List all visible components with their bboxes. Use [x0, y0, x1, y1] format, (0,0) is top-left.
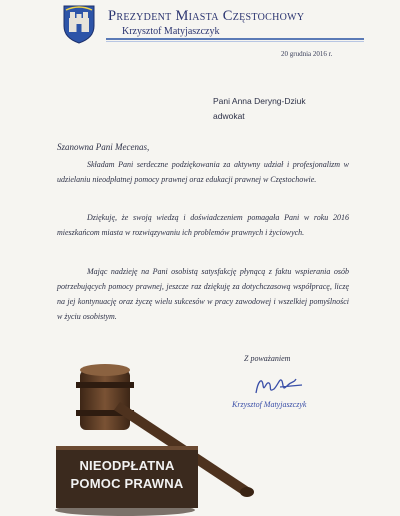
- paragraph-2: Dziękuję, że swoją wiedzą i doświadczeniem pomagała Pani w roku 2016 mieszkańcom miasta w rozwiązywaniu ich problemów prawnych i życiowych.: [57, 213, 349, 237]
- header-divider: [106, 38, 364, 40]
- letter-date: 20 grudnia 2016 r.: [281, 50, 333, 58]
- city-crest-icon: [62, 4, 96, 44]
- logo-line-1: NIEODPŁATNA: [79, 458, 175, 473]
- recipient-name: Pani Anna Deryng-Dziuk: [213, 96, 306, 106]
- recipient-role: adwokat: [213, 111, 245, 121]
- header-subtitle: Krzysztof Matyjaszczyk: [122, 26, 220, 37]
- paragraph-1: Składam Pani serdeczne podziękowania za aktywny udział i profesjonalizm w udzielaniu nieodpłatnej pomocy prawnej oraz edukacji prawnej w Częstochowie.: [57, 160, 349, 184]
- logo-line-2: POMOC PRAWNA: [70, 476, 184, 491]
- closing: Z poważaniem: [244, 354, 291, 363]
- signer-name: Krzysztof Matyjaszczyk: [232, 400, 307, 409]
- salutation: Szanowna Pani Mecenas,: [57, 142, 150, 152]
- header-divider-thin: [106, 41, 364, 42]
- paragraph-3: Mając nadzieję na Pani osobistą satysfakcję płynącą z faktu wspierania osób potrzebujących pomocy prawnej, jeszcze raz dziękuję za dotychczasową współpracę, liczę na jej kontynuację oraz życzę wielu sukcesów w pracy zawodowej i wszelkiej pomyślności w życiu osobistym.: [57, 267, 349, 321]
- header-title: Prezydent Miasta Częstochowy: [108, 8, 305, 24]
